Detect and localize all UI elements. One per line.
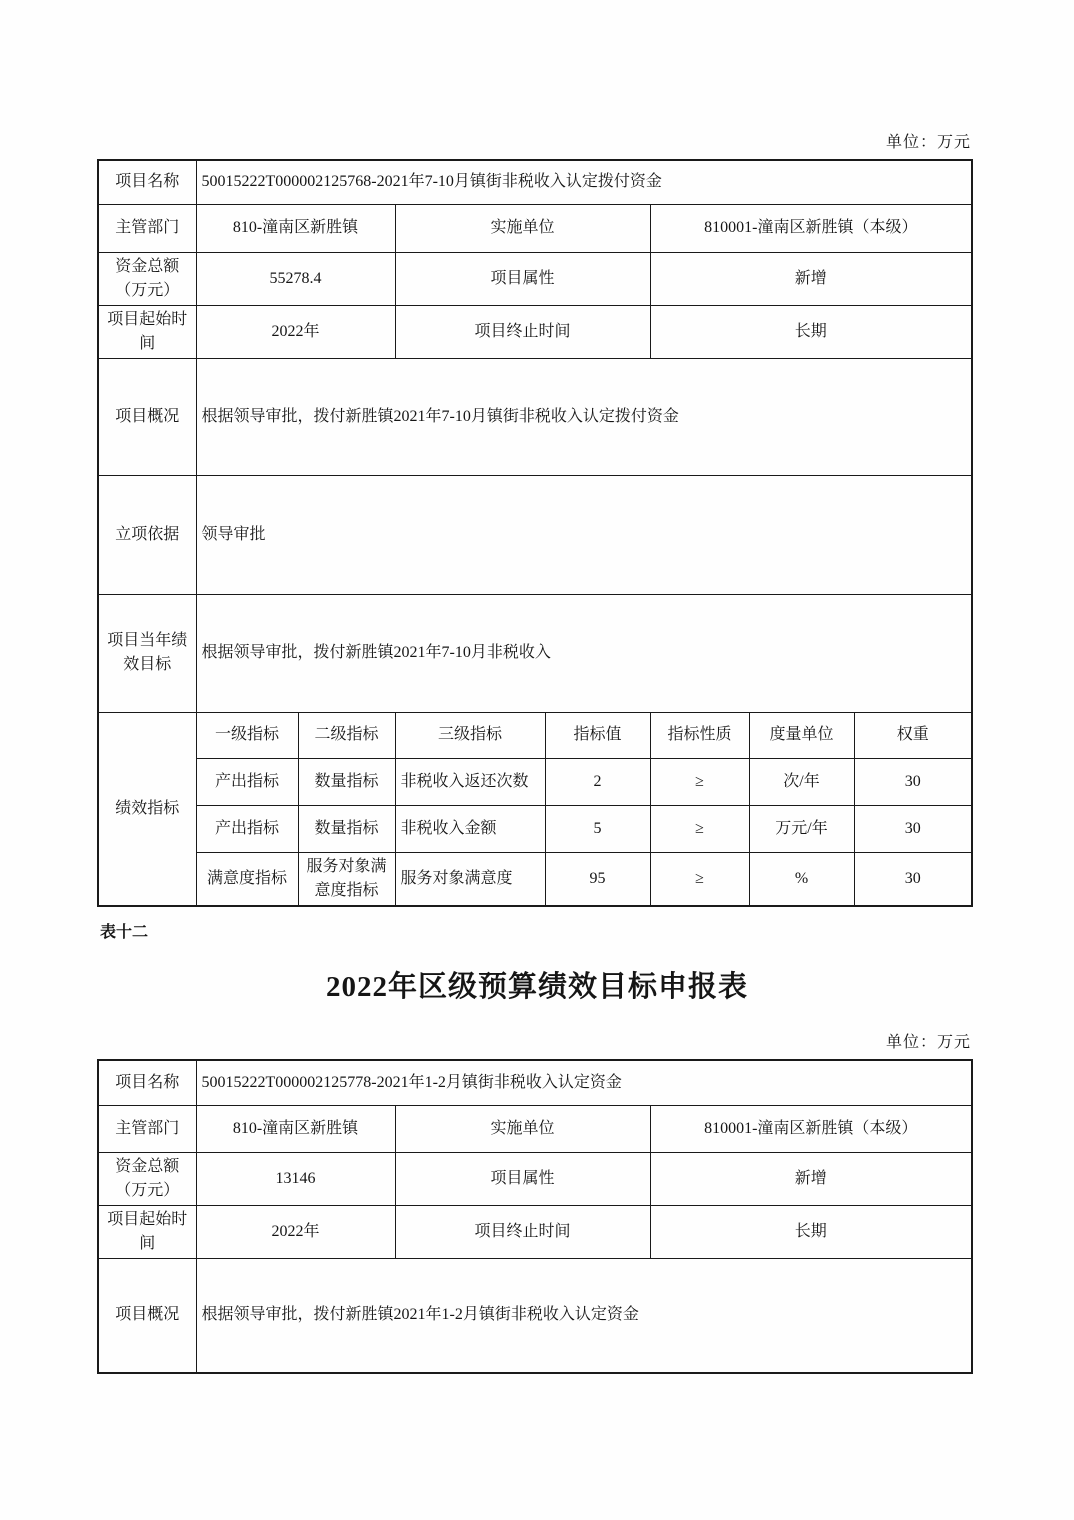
- project-table-1: [97, 159, 973, 907]
- end-time-label: 项目终止时间: [395, 1205, 650, 1258]
- overview-label: 项目概况: [98, 358, 196, 475]
- dept-value: 810-潼南区新胜镇: [196, 204, 395, 252]
- attr-value: 新增: [650, 1152, 972, 1205]
- table-row: [98, 160, 972, 204]
- end-time-value: 长期: [650, 305, 972, 358]
- ind-cell: 产出指标: [196, 758, 298, 805]
- ind-cell: 30: [854, 805, 972, 852]
- ind-header-level3: 三级指标: [395, 712, 545, 758]
- ind-cell: 95: [545, 852, 650, 906]
- impl-unit-label: 实施单位: [395, 204, 650, 252]
- table-row: [98, 1105, 972, 1152]
- ind-cell: 非税收入金额: [395, 805, 545, 852]
- start-time-value: 2022年: [196, 305, 395, 358]
- indicator-row: [98, 805, 972, 852]
- ind-cell: 数量指标: [298, 758, 395, 805]
- form-title: 2022年区级预算绩效目标申报表: [325, 971, 748, 1003]
- project-name-label: 项目名称: [98, 160, 196, 204]
- impl-unit-value: 810001-潼南区新胜镇（本级）: [650, 204, 972, 252]
- dept-label: 主管部门: [98, 204, 196, 252]
- overview-value: 根据领导审批，拨付新胜镇2021年7-10月镇街非税收入认定拨付资金: [196, 358, 972, 475]
- start-time-label: 项目起始时间: [98, 1205, 196, 1258]
- table-row: [98, 594, 972, 712]
- ind-cell: ≥: [650, 852, 749, 906]
- ind-header-level1: 一级指标: [196, 712, 298, 758]
- ind-header-weight: 权重: [854, 712, 972, 758]
- table-row: [98, 1152, 972, 1205]
- total-fund-value: 55278.4: [196, 252, 395, 305]
- goal-value: 根据领导审批，拨付新胜镇2021年7-10月非税收入: [196, 594, 972, 712]
- ind-header-nature: 指标性质: [650, 712, 749, 758]
- perf-indicator-label: 绩效指标: [98, 712, 196, 906]
- ind-cell: 产出指标: [196, 805, 298, 852]
- table-row: [98, 204, 972, 252]
- impl-unit-label: 实施单位: [395, 1105, 650, 1152]
- table-row: [98, 1258, 972, 1373]
- start-time-value: 2022年: [196, 1205, 395, 1258]
- table-row: [98, 1205, 972, 1258]
- ind-cell: 服务对象满意度: [395, 852, 545, 906]
- ind-cell: 次/年: [749, 758, 854, 805]
- ind-cell: 30: [854, 758, 972, 805]
- end-time-label: 项目终止时间: [395, 305, 650, 358]
- impl-unit-value: 810001-潼南区新胜镇（本级）: [650, 1105, 972, 1152]
- total-fund-label: 资金总额（万元）: [98, 1152, 196, 1205]
- table-row: [98, 1060, 972, 1105]
- table-row: [98, 475, 972, 594]
- table-caption: 表十二: [100, 924, 149, 941]
- overview-label: 项目概况: [98, 1258, 196, 1373]
- table-row: [98, 252, 972, 305]
- project-name-value: 50015222T000002125778-2021年1-2月镇街非税收入认定资金: [196, 1060, 972, 1105]
- ind-header-unit: 度量单位: [749, 712, 854, 758]
- ind-cell: 数量指标: [298, 805, 395, 852]
- indicator-row: [98, 758, 972, 805]
- ind-cell: ≥: [650, 805, 749, 852]
- basis-value: 领导审批: [196, 475, 972, 594]
- ind-cell: ≥: [650, 758, 749, 805]
- table-row: [98, 358, 972, 475]
- project-name-value: 50015222T000002125768-2021年7-10月镇街非税收入认定拨付资金: [196, 160, 972, 204]
- table-row: [98, 305, 972, 358]
- ind-header-value: 指标值: [545, 712, 650, 758]
- ind-cell: 30: [854, 852, 972, 906]
- indicator-row: [98, 852, 972, 906]
- ind-cell: %: [749, 852, 854, 906]
- overview-value: 根据领导审批，拨付新胜镇2021年1-2月镇街非税收入认定资金: [196, 1258, 972, 1373]
- unit-label-table2: 单位：万元: [885, 1034, 971, 1051]
- start-time-label: 项目起始时间: [98, 305, 196, 358]
- ind-cell: 万元/年: [749, 805, 854, 852]
- ind-cell: 服务对象满意度指标: [298, 852, 395, 906]
- dept-label: 主管部门: [98, 1105, 196, 1152]
- goal-label: 项目当年绩效目标: [98, 594, 196, 712]
- indicator-header-row: [98, 712, 972, 758]
- total-fund-value: 13146: [196, 1152, 395, 1205]
- attr-label: 项目属性: [395, 252, 650, 305]
- total-fund-label: 资金总额（万元）: [98, 252, 196, 305]
- ind-cell: 非税收入返还次数: [395, 758, 545, 805]
- dept-value: 810-潼南区新胜镇: [196, 1105, 395, 1152]
- attr-label: 项目属性: [395, 1152, 650, 1205]
- ind-cell: 2: [545, 758, 650, 805]
- ind-header-level2: 二级指标: [298, 712, 395, 758]
- project-table-2: [97, 1059, 973, 1374]
- project-name-label: 项目名称: [98, 1060, 196, 1105]
- attr-value: 新增: [650, 252, 972, 305]
- basis-label: 立项依据: [98, 475, 196, 594]
- ind-cell: 5: [545, 805, 650, 852]
- end-time-value: 长期: [650, 1205, 972, 1258]
- ind-cell: 满意度指标: [196, 852, 298, 906]
- unit-label-table1: 单位：万元: [885, 134, 971, 151]
